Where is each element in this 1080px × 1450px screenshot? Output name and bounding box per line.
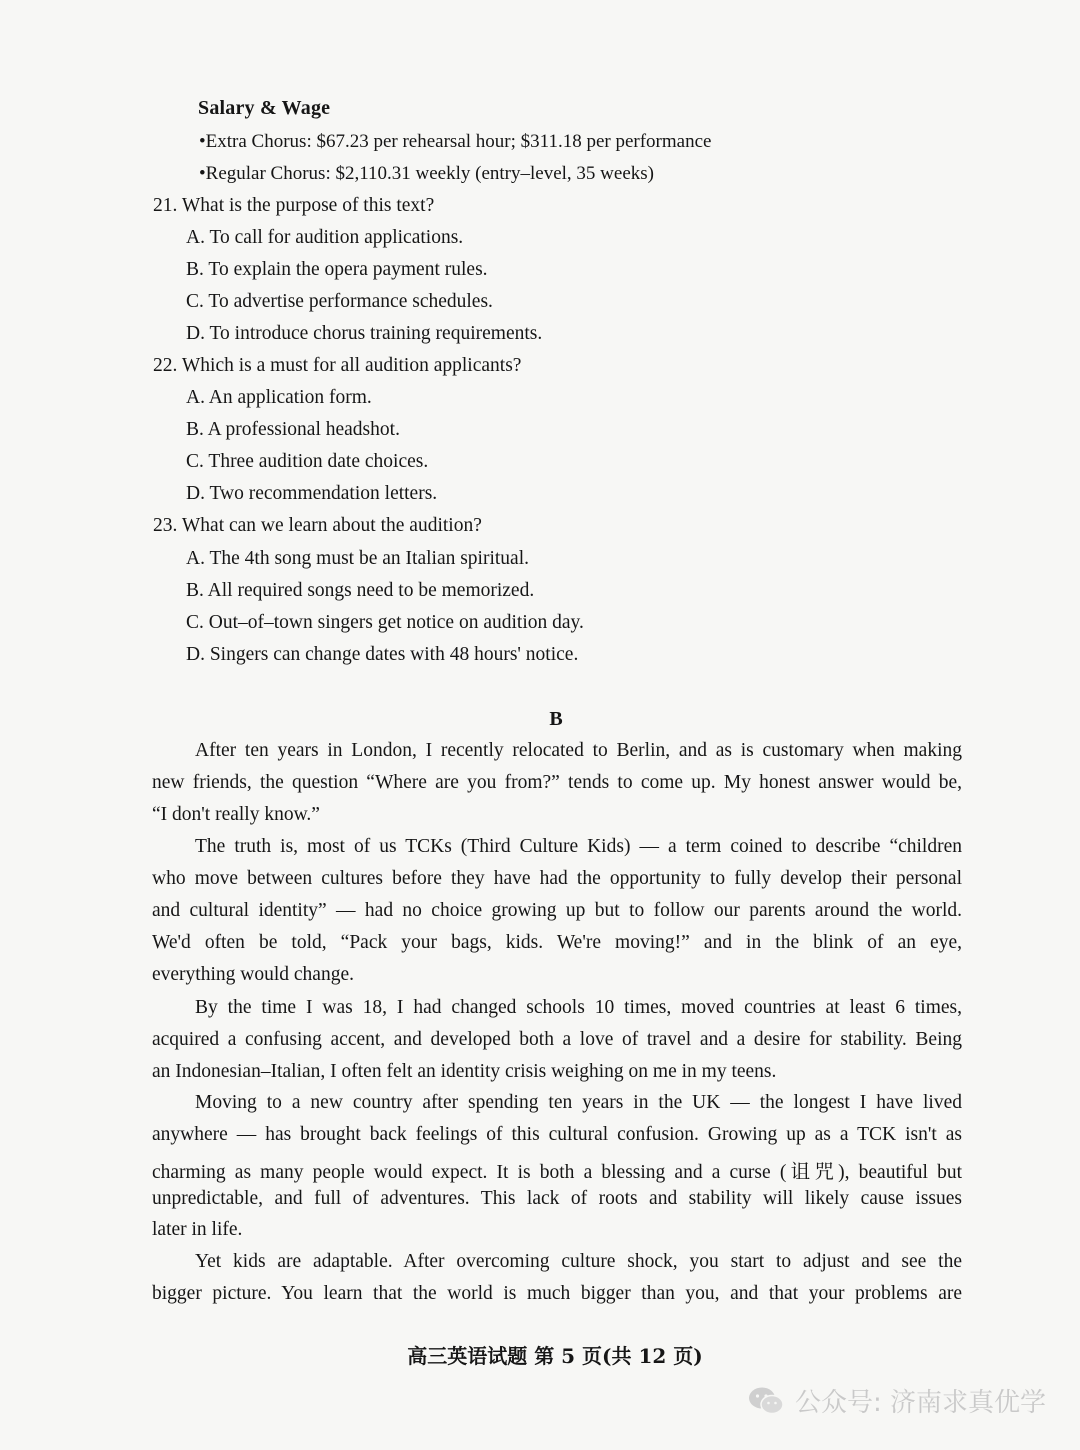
passage-line: later in life. [152,1219,243,1240]
question-22-option-c: C. Three audition date choices. [186,451,429,472]
question-21-option-c: C. To advertise performance schedules. [186,291,493,312]
passage-line: acquired a confusing accent, and developed both a love of travel and a desire for stability. Being [152,1029,962,1050]
passage-line: After ten years in London, I recently relocated to Berlin, and as is customary when making [195,740,962,761]
wechat-icon [747,1386,785,1416]
passage-line: anywhere — has brought back feelings of this cultural confusion. Growing up as a TCK isn't as [152,1124,962,1145]
section-label-b: B [549,708,563,730]
passage-line: an Indonesian–Italian, I often felt an identity crisis weighing on me in my teens. [152,1061,777,1082]
question-21-option-d: D. To introduce chorus training requirements. [186,323,543,344]
question-23-option-d: D. Singers can change dates with 48 hours' notice. [186,644,579,665]
question-21-stem: 21. What is the purpose of this text? [153,195,435,216]
passage-line: The truth is, most of us TCKs (Third Culture Kids) — a term coined to describe “children [195,836,962,857]
salary-bullet-regular-chorus: •Regular Chorus: $2,110.31 weekly (entry–level, 35 weeks) [199,163,654,184]
watermark-text: 公众号: 济南求真优学 [794,1388,1046,1418]
question-23-stem: 23. What can we learn about the audition? [153,515,482,536]
passage-line: charming as many people would expect. It is both a blessing and a curse (诅咒), beautiful but [152,1162,962,1183]
page-footer: 高三英语试题 第 5 页(共 12 页) [407,1344,703,1368]
section-heading-salary: Salary & Wage [198,97,331,119]
passage-line: who move between cultures before they have had the opportunity to fully develop their personal [152,868,962,889]
question-21-option-b: B. To explain the opera payment rules. [186,259,488,280]
question-23-option-b: B. All required songs need to be memorized. [186,580,535,601]
passage-line: and cultural identity” — had no choice growing up but to follow our parents around the world. [152,900,962,921]
salary-bullet-extra-chorus: •Extra Chorus: $67.23 per rehearsal hour; $311.18 per performance [199,131,712,152]
passage-line: “I don't really know.” [152,804,320,825]
question-23-option-c: C. Out–of–town singers get notice on audition day. [186,612,584,633]
passage-line: By the time I was 18, I had changed schools 10 times, moved countries at least 6 times, [195,997,962,1018]
passage-line: We'd often be told, “Pack your bags, kids. We're moving!” and in the blink of an eye, [152,932,962,953]
question-21-option-a: A. To call for audition applications. [186,227,464,248]
question-22-option-d: D. Two recommendation letters. [186,483,438,504]
watermark [747,1382,1046,1419]
passage-line: Yet kids are adaptable. After overcoming culture shock, you start to adjust and see the [195,1251,962,1272]
question-22-option-a: A. An application form. [186,387,372,408]
question-22-stem: 22. Which is a must for all audition applicants? [153,355,522,376]
passage-line: unpredictable, and full of adventures. This lack of roots and stability will likely cause issues [152,1188,962,1209]
passage-line: everything would change. [152,964,354,985]
passage-line: Moving to a new country after spending ten years in the UK — the longest I have lived [195,1092,962,1113]
question-22-option-b: B. A professional headshot. [186,419,400,440]
question-23-option-a: A. The 4th song must be an Italian spiritual. [186,548,530,569]
passage-line: bigger picture. You learn that the world is much bigger than you, and that your problems are [152,1283,962,1304]
passage-line: new friends, the question “Where are you from?” tends to come up. My honest answer would be, [152,772,962,793]
